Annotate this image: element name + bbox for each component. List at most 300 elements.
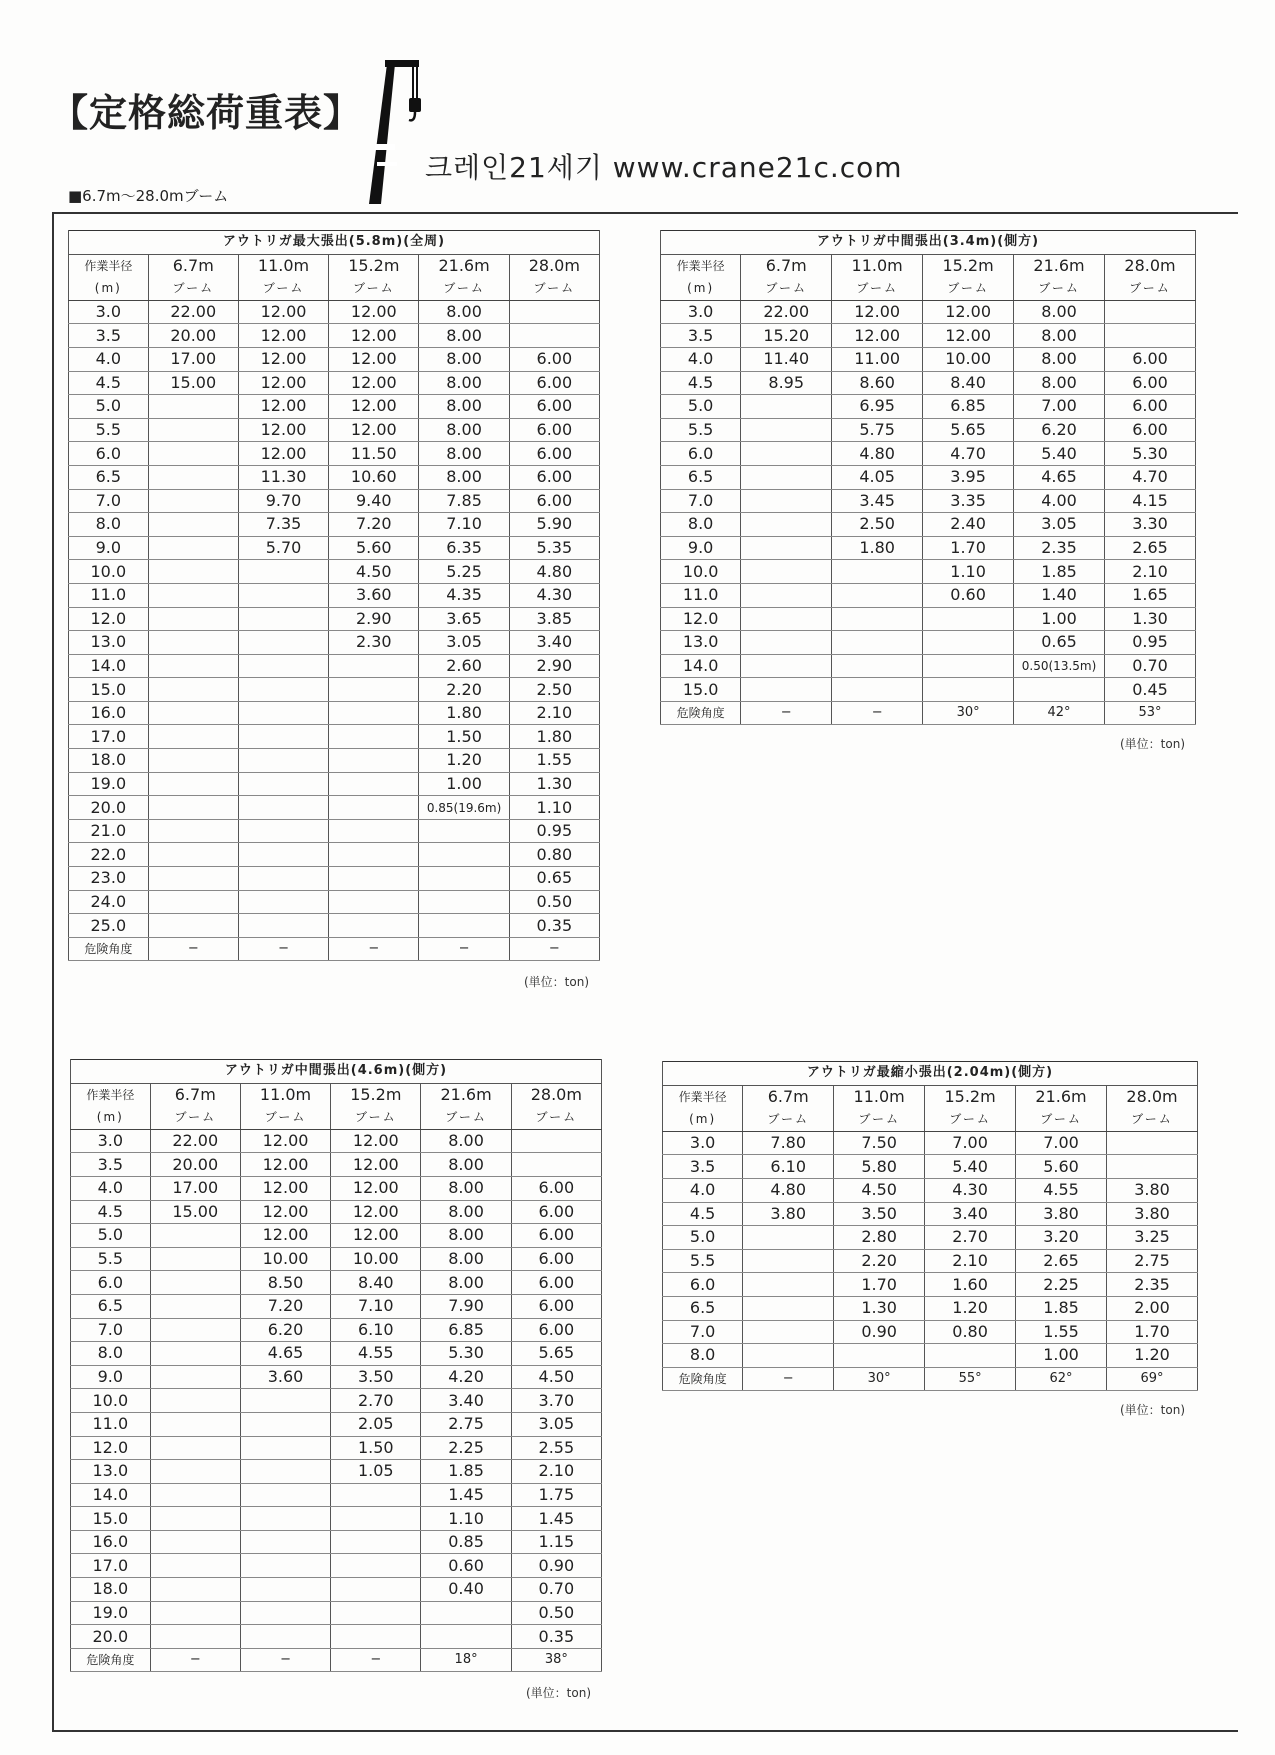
load-cell: 5.60 [329,536,419,560]
boom-word-header: ブーム [148,277,238,300]
load-cell [238,843,328,867]
table-row [71,1625,602,1649]
load-cell [741,465,832,489]
radius-cell: 3.5 [71,1153,151,1177]
header-row-boom-word [663,1108,1198,1131]
load-cell [238,914,328,938]
load-cell: 2.70 [331,1389,421,1413]
load-cell: 6.00 [509,347,599,371]
radius-cell: 7.0 [663,1320,743,1344]
load-cell: 1.10 [509,796,599,820]
radius-cell: 19.0 [69,772,149,796]
load-cell: 22.00 [741,300,832,324]
boom-word-header: ブーム [421,1106,511,1129]
radius-header: 作業半径 [69,254,149,277]
load-cell: 6.10 [331,1318,421,1342]
load-cell: 1.05 [331,1460,421,1484]
load-cell: 0.95 [509,819,599,843]
table-row [69,560,600,584]
radius-header: 作業半径 [663,1085,743,1108]
danger-angle-cell: 30° [923,701,1014,725]
radius-cell: 7.0 [69,489,149,513]
load-cell: 0.80 [925,1320,1016,1344]
load-cell: 4.05 [832,465,923,489]
load-cell [741,536,832,560]
table-row [663,1344,1198,1368]
table-row [661,347,1196,371]
load-cell [148,796,238,820]
load-cell: 2.50 [509,678,599,702]
load-cell [150,1412,240,1436]
load-cell [331,1578,421,1602]
table-row [661,583,1196,607]
load-cell [148,513,238,537]
load-cell: 1.70 [1107,1320,1198,1344]
danger-angle-cell: 69° [1107,1367,1198,1391]
load-cell [238,631,328,655]
load-cell: 12.00 [238,395,328,419]
load-cell: 17.00 [148,347,238,371]
load-cell [240,1460,330,1484]
load-cell: 3.85 [509,607,599,631]
boom-word-header: ブーム [923,277,1014,300]
load-cell [509,300,599,324]
load-cell: 12.00 [329,395,419,419]
load-cell: 12.00 [238,442,328,466]
danger-angle-cell: − [150,1648,240,1672]
load-cell: 1.20 [419,749,509,773]
header-row-boom-word [71,1106,602,1129]
load-cell: 12.00 [331,1176,421,1200]
load-cell: 4.20 [421,1365,511,1389]
load-cell: 12.00 [240,1176,330,1200]
load-cell [240,1554,330,1578]
radius-cell: 18.0 [71,1578,151,1602]
table-row [71,1578,602,1602]
load-cell: 12.00 [238,300,328,324]
load-cell: 2.35 [1014,536,1105,560]
load-cell: 6.00 [1105,418,1196,442]
table-row [69,631,600,655]
table-row [663,1131,1198,1155]
table-row [71,1460,602,1484]
load-cell [238,796,328,820]
table-row [71,1365,602,1389]
load-cell: 12.00 [832,324,923,348]
load-cell: 6.00 [511,1247,601,1271]
boom-word-header: ブーム [741,277,832,300]
load-cell [329,701,419,725]
boom-word-header: ブーム [331,1106,421,1129]
load-cell: 6.00 [511,1294,601,1318]
radius-cell: 15.0 [661,678,741,702]
load-cell: 12.00 [331,1200,421,1224]
table-row [661,678,1196,702]
load-cell: 1.70 [923,536,1014,560]
header-row-boom-word [69,277,600,300]
load-cell [238,725,328,749]
load-table-max-outrigger [68,230,600,961]
load-cell: 3.40 [421,1389,511,1413]
load-cell [148,489,238,513]
load-cell: 8.00 [421,1200,511,1224]
table-row [663,1249,1198,1273]
load-cell: 12.00 [238,347,328,371]
table-row [663,1296,1198,1320]
table-row [69,607,600,631]
load-cell [743,1273,834,1297]
radius-cell: 4.5 [71,1200,151,1224]
load-cell: 3.45 [832,489,923,513]
load-cell: 1.55 [509,749,599,773]
load-cell: 3.05 [511,1412,601,1436]
load-cell: 8.00 [421,1153,511,1177]
load-cell: 8.00 [1014,371,1105,395]
load-cell: 6.00 [511,1271,601,1295]
radius-cell: 8.0 [69,513,149,537]
radius-cell: 15.0 [69,678,149,702]
load-cell: 4.55 [331,1342,421,1366]
load-cell [240,1389,330,1413]
load-cell [150,1294,240,1318]
radius-cell: 5.0 [663,1226,743,1250]
boom-length-header: 6.7m [148,254,238,277]
load-cell [329,843,419,867]
table-caption: アウトリガ中間張出(3.4m)(側方) [661,231,1196,255]
load-cell: 0.85(19.6m) [419,796,509,820]
load-cell: 2.55 [511,1436,601,1460]
load-cell: 10.00 [240,1247,330,1271]
load-cell: 1.30 [509,772,599,796]
load-cell [148,583,238,607]
radius-unit-header: (m) [661,277,741,300]
danger-angle-cell: 30° [834,1367,925,1391]
load-cell: 1.30 [1105,607,1196,631]
boom-range-subtitle: ■6.7m〜28.0mブーム [68,187,229,205]
load-cell: 15.20 [741,324,832,348]
load-cell: 6.00 [1105,371,1196,395]
danger-angle-cell: − [148,937,238,961]
danger-angle-cell: − [741,701,832,725]
load-cell: 7.35 [238,513,328,537]
load-cell [329,678,419,702]
radius-cell: 18.0 [69,749,149,773]
table-row [69,914,600,938]
load-cell: 4.80 [832,442,923,466]
load-cell: 5.40 [1014,442,1105,466]
load-cell: 5.65 [923,418,1014,442]
load-cell [148,772,238,796]
load-cell: 5.65 [511,1342,601,1366]
load-cell [150,1271,240,1295]
load-cell: 8.95 [741,371,832,395]
radius-cell: 19.0 [71,1601,151,1625]
load-cell [741,631,832,655]
load-cell [150,1530,240,1554]
load-cell: 0.50 [509,890,599,914]
table-row [661,395,1196,419]
load-cell: 12.00 [923,324,1014,348]
load-cell: 6.00 [511,1224,601,1248]
load-cell [832,583,923,607]
radius-cell: 21.0 [69,819,149,843]
load-cell [419,843,509,867]
load-cell: 12.00 [331,1153,421,1177]
load-cell: 2.35 [1107,1273,1198,1297]
load-cell [148,843,238,867]
load-cell: 7.10 [419,513,509,537]
table-row [661,324,1196,348]
boom-length-header: 28.0m [511,1083,601,1106]
load-cell [150,1460,240,1484]
danger-angle-cell: − [238,937,328,961]
radius-cell: 10.0 [71,1389,151,1413]
load-cell: 0.70 [511,1578,601,1602]
load-cell: 5.75 [832,418,923,442]
load-cell [329,654,419,678]
danger-angle-row [71,1648,602,1672]
load-table-min-outrigger [662,1061,1198,1391]
boom-length-header: 28.0m [1105,254,1196,277]
load-cell [419,867,509,891]
load-cell: 1.20 [1107,1344,1198,1368]
load-cell: 8.00 [1014,324,1105,348]
radius-cell: 20.0 [69,796,149,820]
load-cell [150,1365,240,1389]
load-cell: 8.00 [1014,347,1105,371]
load-cell: 6.85 [421,1318,511,1342]
load-cell: 3.40 [509,631,599,655]
load-cell: 1.45 [421,1483,511,1507]
radius-cell: 25.0 [69,914,149,938]
table-row [69,442,600,466]
danger-angle-cell: 55° [925,1367,1016,1391]
load-cell [331,1530,421,1554]
load-cell [150,1247,240,1271]
load-cell: 4.30 [925,1178,1016,1202]
load-cell: 4.80 [509,560,599,584]
load-cell: 6.00 [509,418,599,442]
header-row-boom-length [69,254,600,277]
load-cell: 6.00 [509,395,599,419]
load-cell: 1.55 [1016,1320,1107,1344]
load-cell: 0.65 [1014,631,1105,655]
load-cell: 8.40 [331,1271,421,1295]
load-cell: 1.40 [1014,583,1105,607]
load-cell: 2.10 [925,1249,1016,1273]
radius-cell: 10.0 [69,560,149,584]
table-row [69,583,600,607]
radius-cell: 3.5 [661,324,741,348]
table-row [661,654,1196,678]
boom-word-header: ブーム [419,277,509,300]
radius-cell: 5.0 [661,395,741,419]
table-row [69,654,600,678]
radius-cell: 4.5 [663,1202,743,1226]
table-row [69,347,600,371]
boom-word-header: ブーム [509,277,599,300]
load-cell: 12.00 [238,371,328,395]
danger-angle-cell: − [240,1648,330,1672]
load-cell: 6.00 [1105,395,1196,419]
load-cell [741,560,832,584]
table-row [69,701,600,725]
load-cell: 8.00 [419,300,509,324]
load-cell: 0.45 [1105,678,1196,702]
load-cell: 6.00 [509,489,599,513]
table-row [661,465,1196,489]
danger-angle-row [69,937,600,961]
load-cell: 12.00 [331,1224,421,1248]
boom-length-header: 11.0m [240,1083,330,1106]
load-cell: 8.60 [832,371,923,395]
load-cell [150,1224,240,1248]
load-cell [150,1507,240,1531]
load-cell: 4.70 [1105,465,1196,489]
top-rule [52,212,1238,214]
load-cell [148,725,238,749]
boom-length-header: 11.0m [832,254,923,277]
load-cell: 4.00 [1014,489,1105,513]
danger-angle-cell: − [419,937,509,961]
radius-cell: 13.0 [71,1460,151,1484]
load-cell: 4.50 [511,1365,601,1389]
load-cell: 4.15 [1105,489,1196,513]
load-cell: 12.00 [240,1129,330,1153]
table-row [663,1178,1198,1202]
table-row [71,1554,602,1578]
load-cell [150,1483,240,1507]
load-cell [240,1530,330,1554]
radius-cell: 23.0 [69,867,149,891]
radius-cell: 3.0 [69,300,149,324]
table-caption: アウトリガ最縮小張出(2.04m)(側方) [663,1062,1198,1086]
website-label: 크레인21세기 www.crane21c.com [425,151,903,184]
load-cell: 2.10 [509,701,599,725]
load-cell [238,701,328,725]
load-cell: 3.35 [923,489,1014,513]
radius-cell: 6.5 [71,1294,151,1318]
table-row [71,1530,602,1554]
unit-note: (単位：ton) [1120,1403,1186,1417]
load-cell [743,1344,834,1368]
load-cell: 12.00 [329,324,419,348]
load-cell: 12.00 [923,300,1014,324]
load-cell: 2.50 [832,513,923,537]
load-cell [150,1436,240,1460]
table-row [69,300,600,324]
load-cell: 2.70 [925,1226,1016,1250]
radius-cell: 6.5 [661,465,741,489]
load-cell: 0.35 [509,914,599,938]
radius-cell: 8.0 [661,513,741,537]
radius-cell: 8.0 [663,1344,743,1368]
table-row [661,607,1196,631]
load-cell [240,1625,330,1649]
load-cell [741,442,832,466]
load-cell: 2.65 [1016,1249,1107,1273]
load-cell: 8.00 [419,324,509,348]
load-cell: 1.50 [331,1436,421,1460]
load-cell [511,1129,601,1153]
load-cell [148,465,238,489]
load-cell: 3.40 [925,1202,1016,1226]
unit-note: (単位：ton) [1120,737,1186,751]
load-cell: 22.00 [148,300,238,324]
load-cell [148,914,238,938]
radius-cell: 6.0 [661,442,741,466]
radius-cell: 3.5 [663,1155,743,1179]
load-cell: 7.00 [1014,395,1105,419]
load-cell [150,1389,240,1413]
load-cell [148,395,238,419]
load-chart-table [70,1059,602,1672]
radius-cell: 7.0 [71,1318,151,1342]
load-cell: 5.70 [238,536,328,560]
load-cell [240,1507,330,1531]
load-cell [148,654,238,678]
load-cell [743,1296,834,1320]
table-row [71,1224,602,1248]
load-cell: 2.00 [1107,1296,1198,1320]
load-cell [1105,324,1196,348]
unit-note: (単位：ton) [524,975,590,989]
table-row [71,1200,602,1224]
load-cell [150,1554,240,1578]
table-row [661,513,1196,537]
load-cell: 6.00 [511,1200,601,1224]
danger-angle-label: 危険角度 [71,1648,151,1672]
radius-cell: 14.0 [69,654,149,678]
load-cell: 0.90 [511,1554,601,1578]
load-cell [329,725,419,749]
bottom-rule [52,1730,1238,1732]
left-rule [52,212,54,1732]
boom-length-header: 11.0m [238,254,328,277]
load-cell: 20.00 [148,324,238,348]
table-row [69,749,600,773]
load-cell: 3.80 [1107,1202,1198,1226]
load-cell [148,631,238,655]
boom-length-header: 15.2m [331,1083,421,1106]
load-cell: 1.00 [1016,1344,1107,1368]
load-cell: 8.00 [419,442,509,466]
load-cell: 12.00 [238,418,328,442]
load-cell [150,1601,240,1625]
radius-cell: 9.0 [661,536,741,560]
load-cell: 11.50 [329,442,419,466]
radius-cell: 11.0 [71,1412,151,1436]
radius-header: 作業半径 [71,1083,151,1106]
load-cell: 4.65 [240,1342,330,1366]
load-cell [511,1153,601,1177]
radius-cell: 5.0 [69,395,149,419]
load-cell [329,890,419,914]
table-row [661,371,1196,395]
crane-logo-icon [365,58,425,208]
load-cell: 3.70 [511,1389,601,1413]
radius-cell: 13.0 [661,631,741,655]
load-cell: 0.80 [509,843,599,867]
load-cell: 0.50(13.5m) [1014,654,1105,678]
load-cell: 7.10 [331,1294,421,1318]
load-cell: 3.60 [240,1365,330,1389]
radius-cell: 6.0 [71,1271,151,1295]
load-cell [743,1249,834,1273]
radius-cell: 4.5 [661,371,741,395]
load-cell: 3.65 [419,607,509,631]
load-cell: 5.25 [419,560,509,584]
